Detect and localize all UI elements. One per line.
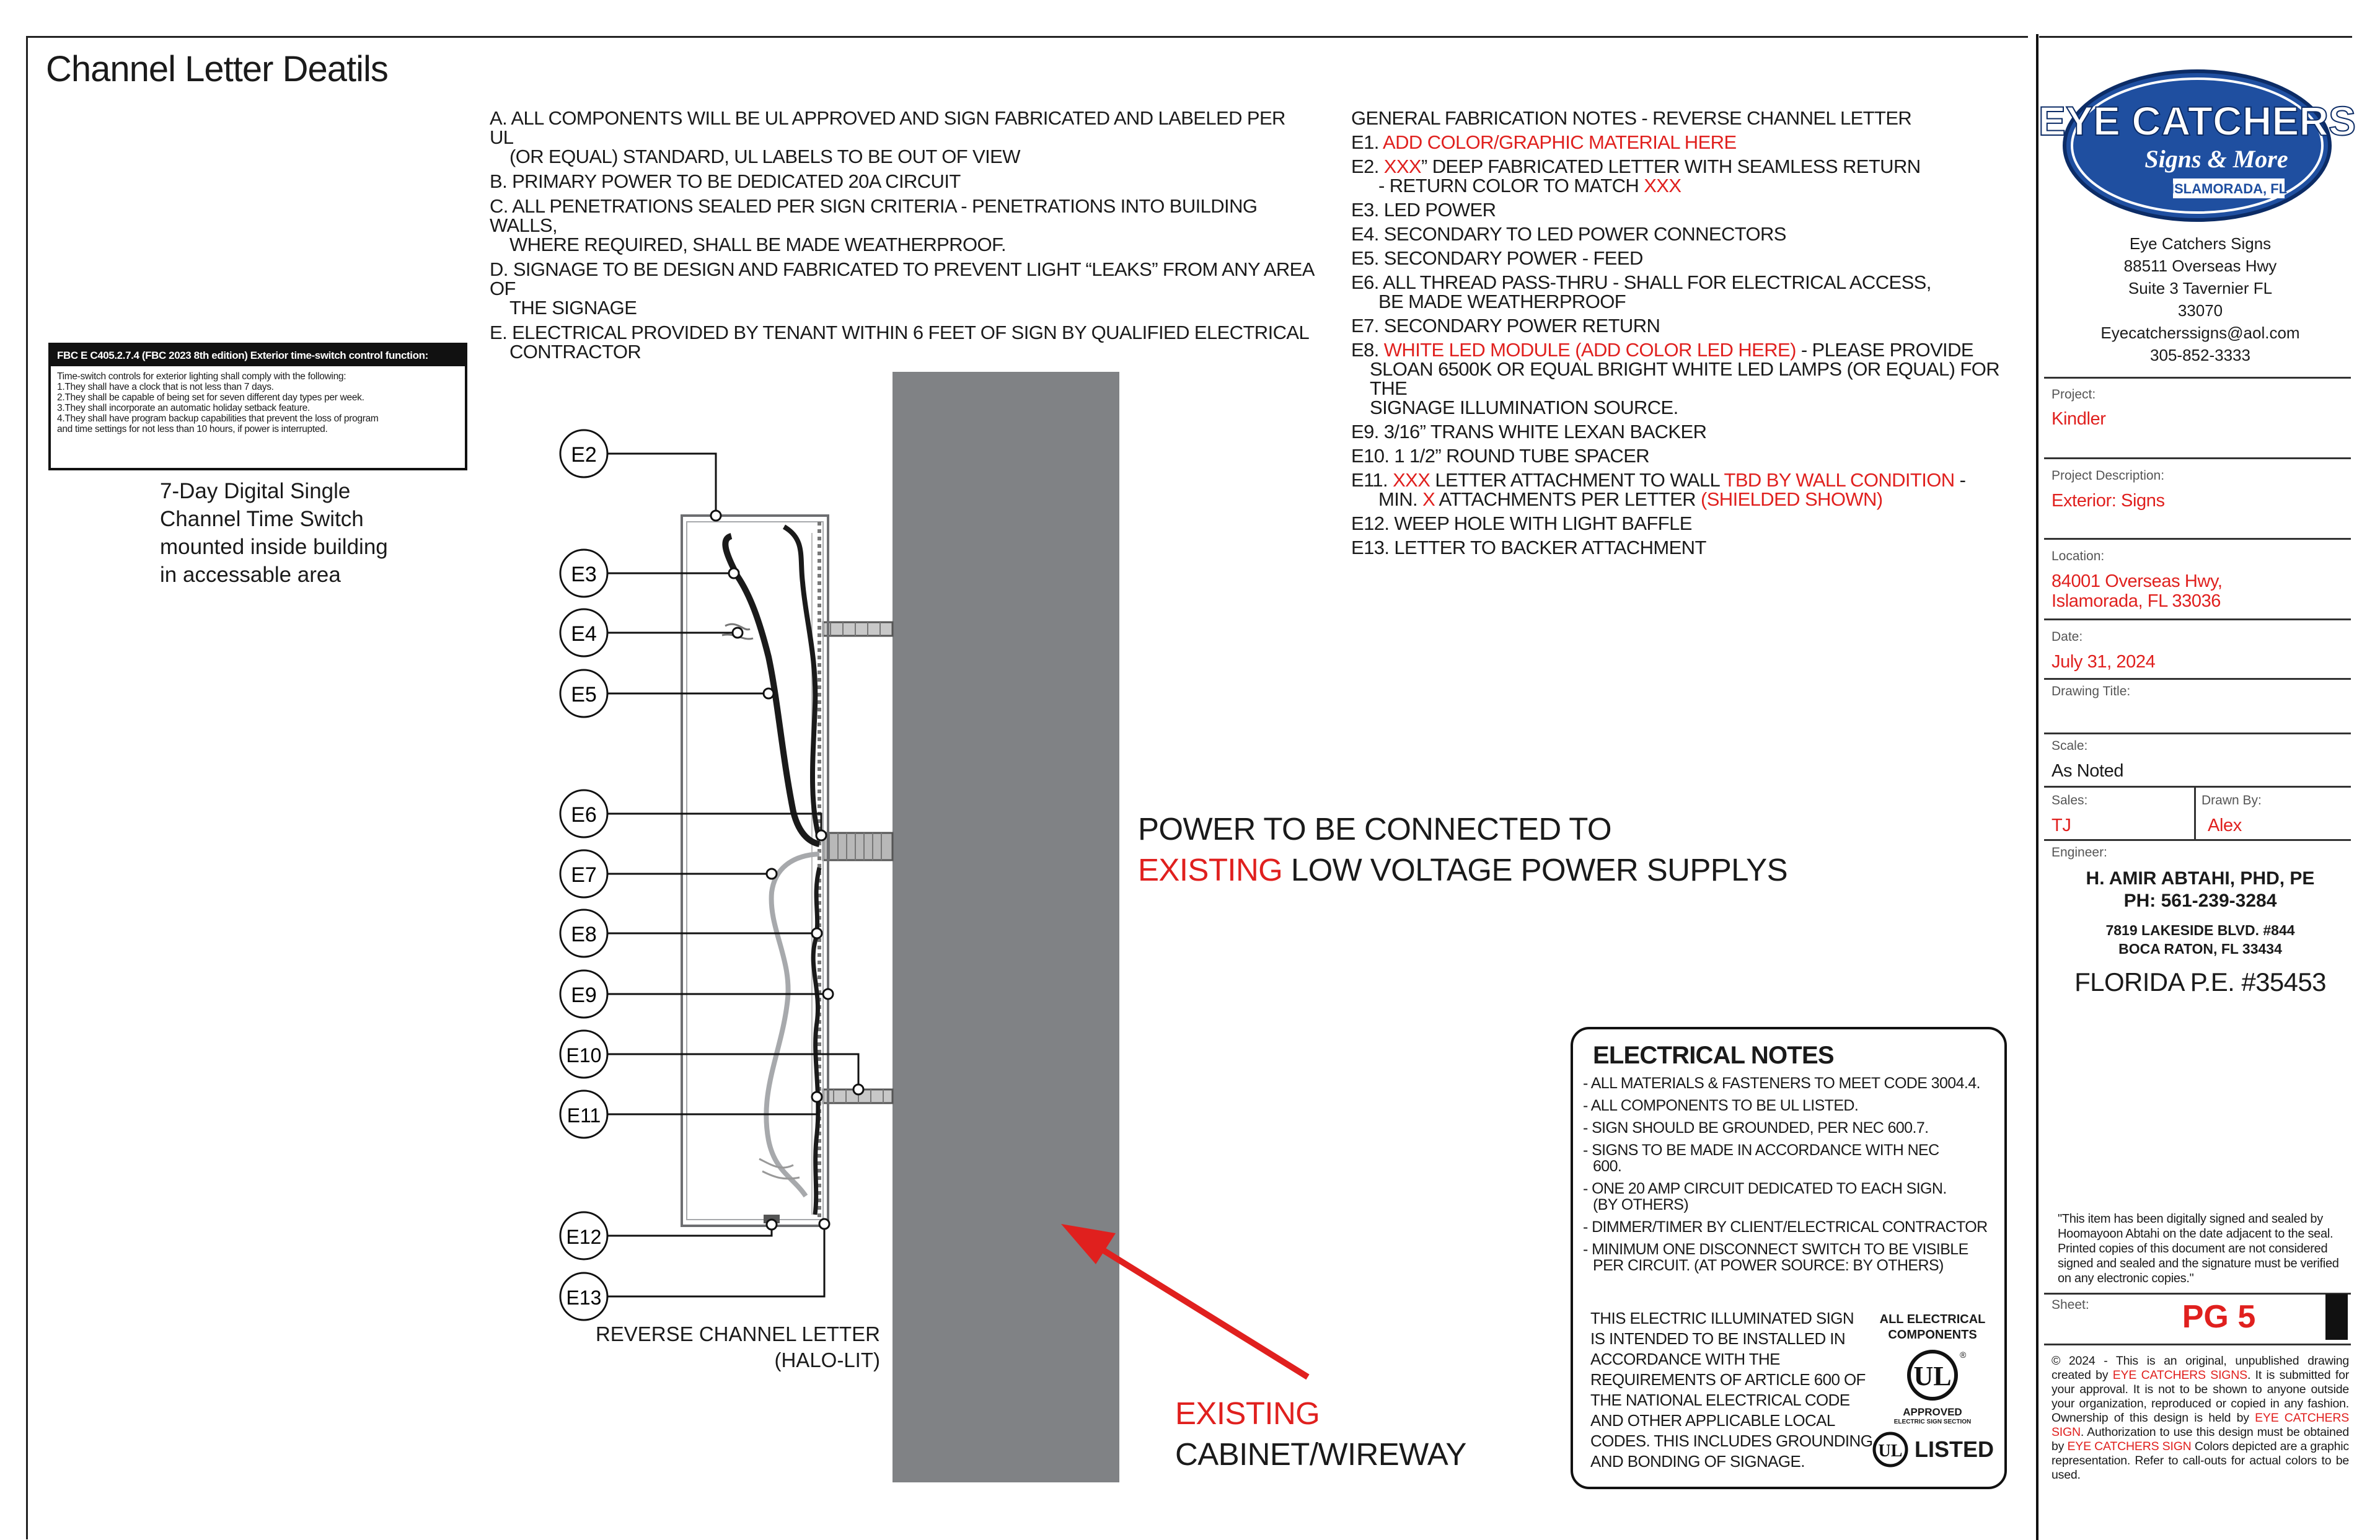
tb-vertical-divider <box>2194 786 2196 839</box>
svg-text:E9: E9 <box>571 983 597 1007</box>
electrical-notes-box <box>1571 1027 2007 1489</box>
ul-approval-area: ALL ELECTRICAL COMPONENTS UL ® APPROVED ELECTRIC SIGN SECTION UL LISTED <box>1864 1312 2001 1469</box>
engineer-label: Engineer: <box>2052 845 2107 860</box>
date-value: July 31, 2024 <box>2052 652 2156 672</box>
svg-text:®: ® <box>1960 1350 1967 1360</box>
elec-note: - SIGN SHOULD BE GROUNDED, PER NEC 600.7. <box>1583 1119 1929 1137</box>
svg-text:E5: E5 <box>571 683 597 706</box>
svg-text:E12: E12 <box>566 1226 602 1248</box>
spec-note-a: A. ALL COMPONENTS WILL BE UL APPROVED AND SIGN FABRICATED AND LABELED PER UL (OR EQUAL) STANDARD, UL LABELS TO BE OUT OF VIEW <box>490 107 1285 167</box>
sales-value: TJ <box>2052 816 2071 835</box>
fab-note-e3: E3. LED POWER <box>1351 199 1496 221</box>
fab-note-e6: E6. ALL THREAD PASS-THRU - SHALL FOR ELECTRICAL ACCESS, BE MADE WEATHERPROOF <box>1351 271 1931 312</box>
sales-label: Sales: <box>2052 793 2088 807</box>
callout-e3 <box>560 550 739 597</box>
tube-spacer-upper <box>823 622 892 636</box>
elec-note: - ONE 20 AMP CIRCUIT DEDICATED TO EACH SIGN. (BY OTHERS) <box>1583 1180 1947 1213</box>
desc-label: Project Description: <box>2052 469 2165 483</box>
fab-note-e4: E4. SECONDARY TO LED POWER CONNECTORS <box>1351 223 1786 245</box>
svg-text:E8: E8 <box>571 923 597 946</box>
tb-divider <box>2044 786 2351 788</box>
fbc-code-body: Time-switch controls for exterior lighting shall comply with the following: 1.They shall have a clock that is not less than 7 days. 2.They shall be capable of being set for seven different day types per week. 3.They shall incorporate an automatic holiday setback feature. 4.They shall have program backup capabilities that prevent the loss of program and time settings for not less than 10 hours, if power is interrupted. <box>57 371 379 434</box>
sheet-label: Sheet: <box>2052 1298 2089 1312</box>
callout-e9 <box>560 970 833 1018</box>
svg-text:ISLAMORADA, FL: ISLAMORADA, FL <box>2170 181 2288 196</box>
power-connection-note: POWER TO BE CONNECTED TO EXISTING LOW VOLTAGE POWER SUPPLYS <box>1138 811 1787 887</box>
sheet-bar <box>2325 1294 2348 1340</box>
ul-approved-icon <box>1895 1345 1970 1414</box>
copyright-notice: © 2024 - This is an original, unpublished drawing created by EYE CATCHERS SIGNS. It is submitted for your approval. It is not to be shown to anyone outside your organization, reproduced or copied in any fashion. Ownership of this design is held by EYE CATCHERS SIGN. Authorization to use this design must be obtained by EYE CATCHERS SIGN Colors depicted are a graphic representation. Refer to call-outs for actual colors to be used. <box>2052 1354 2350 1482</box>
callout-e5 <box>560 670 774 717</box>
svg-text:E2: E2 <box>571 443 597 467</box>
svg-text:E10: E10 <box>566 1044 602 1067</box>
spec-note-d: D. SIGNAGE TO BE DESIGN AND FABRICATED TO PREVENT LIGHT “LEAKS” FROM ANY AREA OF THE SIGNAGE <box>490 258 1314 319</box>
digital-seal-note: "This item has been digitally signed and sealed by Hoomayoon Abtahi on the date adjacent to the seal. Printed copies of this document are not considered signed and sealed and the signature must be verified on any electronic copies." <box>2058 1212 2339 1285</box>
drawing-title-label: Drawing Title: <box>2052 684 2131 698</box>
electrical-notes-list <box>1583 1075 2004 1280</box>
date-label: Date: <box>2052 630 2083 644</box>
tb-divider <box>2044 377 2351 379</box>
fab-note-e1: E1. ADD COLOR/GRAPHIC MATERIAL HERE <box>1351 131 1737 153</box>
project-label: Project: <box>2052 387 2096 402</box>
svg-text:E3: E3 <box>571 563 597 586</box>
svg-text:E13: E13 <box>566 1287 602 1309</box>
existing-cabinet-note: EXISTING CABINET/WIREWAY <box>1175 1396 1466 1472</box>
fab-note-e7: E7. SECONDARY POWER RETURN <box>1351 315 1660 337</box>
fab-note-e5: E5. SECONDARY POWER - FEED <box>1351 247 1643 269</box>
sheet-number: PG 5 <box>2182 1299 2256 1335</box>
elec-note: - ALL COMPONENTS TO BE UL LISTED. <box>1583 1097 1859 1114</box>
tb-divider <box>2044 678 2351 680</box>
desc-value: Exterior: Signs <box>2052 491 2165 511</box>
fbc-code-header: FBC E C405.2.7.4 (FBC 2023 8th edition) Exterior time-switch control function: <box>51 345 465 366</box>
tb-divider <box>2044 1344 2351 1345</box>
callout-e11 <box>560 1091 822 1138</box>
tb-divider <box>2044 538 2351 540</box>
elec-note: - SIGNS TO BE MADE IN ACCORDANCE WITH NEC 600. <box>1583 1142 1939 1175</box>
elec-note: - MINIMUM ONE DISCONNECT SWITCH TO BE VISIBLE PER CIRCUIT. (AT POWER SOURCE: BY OTHERS) <box>1583 1241 1968 1274</box>
svg-text:Signs & More: Signs & More <box>2144 145 2288 173</box>
ul-listed-mark: UL LISTED <box>1864 1430 2001 1469</box>
scale-value: As Noted <box>2052 761 2124 781</box>
drawn-by-value: Alex <box>2208 816 2242 835</box>
svg-text:EYE CATCHERS: EYE CATCHERS <box>2038 98 2356 144</box>
svg-text:E7: E7 <box>571 863 597 887</box>
callout-e6 <box>560 790 826 840</box>
svg-text:UL: UL <box>1878 1441 1903 1461</box>
location-label: Location: <box>2052 549 2105 563</box>
fab-note-e10: E10. 1 1/2” ROUND TUBE SPACER <box>1351 445 1650 467</box>
svg-text:E4: E4 <box>571 622 597 646</box>
elec-note: - ALL MATERIALS & FASTENERS TO MEET CODE 3004.4. <box>1583 1075 1980 1092</box>
svg-text:E11: E11 <box>566 1104 601 1127</box>
elec-note: - DIMMER/TIMER BY CLIENT/ELECTRICAL CONTRACTOR <box>1583 1218 1988 1236</box>
fab-note-e9: E9. 3/16” TRANS WHITE LEXAN BACKER <box>1351 421 1707 442</box>
page-title: Channel Letter Deatils <box>46 49 388 89</box>
fab-note-e11: E11. XXX LETTER ATTACHMENT TO WALL TBD BY WALL CONDITION - MIN. X ATTACHMENTS PER LETTER (SHIELDED SHOWN) <box>1351 469 1966 510</box>
electrical-paragraph: THIS ELECTRIC ILLUMINATED SIGN IS INTENDED TO BE INSTALLED IN ACCORDANCE WITH THE REQUIREMENTS OF ARTICLE 600 OF THE NATIONAL ELECTRICAL CODE AND OTHER APPLICABLE LOCAL CODES. THIS INCLUDES GROUNDING AND BONDING OF SIGNAGE. <box>1590 1309 1873 1471</box>
fab-note-e13: E13. LETTER TO BACKER ATTACHMENT <box>1351 537 1706 558</box>
callout-e7 <box>560 850 777 897</box>
company-info: Eye Catchers Signs 88511 Overseas Hwy Suite 3 Tavernier FL 33070 Eyecatcherssigns@aol.com 305-852-3333 <box>2100 234 2300 364</box>
tb-divider <box>2044 1293 2351 1295</box>
engineer-info: H. AMIR ABTAHI, PHD, PE PH: 561-239-3284 7819 LAKESIDE BLVD. #844 BOCA RATON, FL 33434 FLORIDA P.E. #35453 <box>2074 868 2326 997</box>
spec-note-e: E. ELECTRICAL PROVIDED BY TENANT WITHIN 6 FEET OF SIGN BY QUALIFIED ELECTRICAL CONTRACTOR <box>490 322 1310 363</box>
electrical-notes-title: ELECTRICAL NOTES <box>1593 1042 1834 1069</box>
tb-divider <box>2044 618 2351 620</box>
tb-divider <box>2044 733 2351 734</box>
callout-e4 <box>560 609 743 656</box>
svg-text:UL: UL <box>1913 1361 1952 1391</box>
location-value: 84001 Overseas Hwy, Islamorada, FL 33036 <box>2052 571 2223 611</box>
project-value: Kindler <box>2052 409 2106 429</box>
callout-e2 <box>560 430 721 521</box>
fab-note-e2: E2. XXX” DEEP FABRICATED LETTER WITH SEAMLESS RETURN - RETURN COLOR TO MATCH XXX <box>1351 156 1921 196</box>
scale-label: Scale: <box>2052 739 2088 753</box>
spec-note-b: B. PRIMARY POWER TO BE DEDICATED 20A CIRCUIT <box>490 170 961 192</box>
svg-text:E6: E6 <box>571 803 597 827</box>
timer-label: 7-Day Digital Single Channel Time Switch mounted inside building in accessable area <box>160 479 388 587</box>
fab-note-e8: E8. WHITE LED MODULE (ADD COLOR LED HERE) - PLEASE PROVIDE SLOAN 6500K OR EQUAL BRIGHT WHITE LED LAMPS (OR EQUAL) FOR THE SIGNAGE ILLUMINATION SOURCE. <box>1351 339 2000 418</box>
spec-note-c: C. ALL PENETRATIONS SEALED PER SIGN CRITERIA - PENETRATIONS INTO BUILDING WALLS, WHERE REQUIRED, SHALL BE MADE WEATHERPROOF. <box>490 195 1258 255</box>
fab-notes-title: GENERAL FABRICATION NOTES - REVERSE CHANNEL LETTER <box>1351 107 1912 129</box>
eye-catchers-logo <box>2038 68 2356 223</box>
tb-divider <box>2044 839 2351 841</box>
reverse-channel-letter-label: REVERSE CHANNEL LETTER (HALO-LIT) <box>595 1322 880 1371</box>
drawn-by-label: Drawn By: <box>2202 793 2262 807</box>
fab-note-e12: E12. WEEP HOLE WITH LIGHT BAFFLE <box>1351 513 1692 534</box>
thread-pass-thru <box>823 833 892 860</box>
existing-cabinet-wall <box>892 372 1119 1482</box>
ul-listed-icon <box>1871 1430 1910 1469</box>
tb-divider <box>2044 457 2351 459</box>
